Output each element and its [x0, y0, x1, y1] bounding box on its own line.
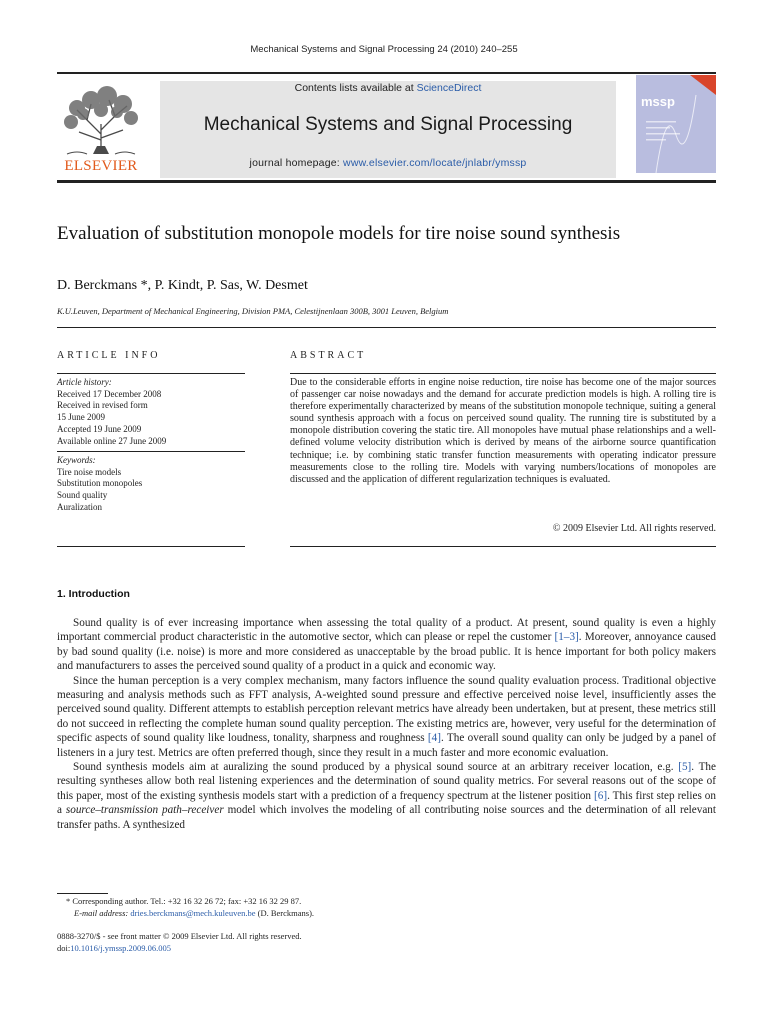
abstract-copyright: © 2009 Elsevier Ltd. All rights reserved. [552, 523, 716, 534]
keyword: Sound quality [57, 490, 108, 501]
journal-cover-thumbnail [636, 75, 716, 173]
abstract-rule-bottom [290, 546, 716, 547]
citation-link[interactable]: [5] [678, 761, 692, 774]
citation-link[interactable]: [6] [594, 789, 608, 802]
journal-homepage [160, 157, 616, 169]
homepage-link[interactable]: www.elsevier.com/locate/jnlabr/ymssp [343, 157, 527, 169]
article-info-rule-top [57, 373, 245, 374]
journal-citation: Mechanical Systems and Signal Processing 24 (2010) 240–255 [250, 44, 518, 55]
issn-line: 0888-3270/$ - see front matter © 2009 Elsevier Ltd. All rights reserved. [57, 931, 302, 941]
abstract-text: Due to the considerable efforts in engine noise reduction, tire noise has become one of the major sources of passenger car noise nowadays and the demand for accurate prediction models is high. A rolling tire is therefore experimentally characterized by means of the substitution monopole technique, suiting a general sound synthesis approach with a focus on perceived sound quality. The running tire is substituted by a monopole distribution covering the static tire. All monopoles have mutual phase relationships and a well-defined volume velocity distribution which is derived by means of the airborne source quantification technique; i.e. by combining static transfer function measurements with operating indicator pressure measurements close to the rolling tire. Models with varying numbers/locations of monopoles are discussed and the application of different regularization techniques is evaluated. [290, 377, 716, 485]
contents-prefix: Contents lists available at [294, 82, 417, 94]
keyword: Tire noise models [57, 466, 122, 477]
article-history [57, 377, 245, 447]
history-item: Received in revised form [57, 400, 148, 411]
abstract-rule-top [290, 373, 716, 374]
footnote-marker: * [66, 896, 71, 906]
keyword: Auralization [57, 501, 102, 512]
keywords-label: Keywords: [57, 455, 96, 465]
history-item: Received 17 December 2008 [57, 388, 162, 399]
history-item: Available online 27 June 2009 [57, 435, 167, 446]
affiliation: K.U.Leuven, Department of Mechanical Engineering, Division PMA, Celestijnenlaan 300B, 3001 Leuven, Belgium [57, 306, 449, 316]
abstract-heading: ABSTRACT [290, 350, 367, 361]
paragraph: Sound synthesis models aim at auralizing the sound produced by a physical sound source at an arbitrary receiver location, e.g. [5]. The resulting syntheses allow both real listening experiences and the determination of sound quality metrics. For several reasons out of the scope of this paper, most of the existing synthesis models start with a prediction of a frequency spectrum at the listener position [6]. This first step relies on a source–transmission path–receiver model which involves the modeling of all contributing noise sources and the determination of all relevant transfer paths. A synthesized [57, 761, 716, 831]
paper-title: Evaluation of substitution monopole models for tire noise sound synthesis [57, 223, 621, 244]
introduction-heading: 1. Introduction [57, 588, 130, 600]
doi-link[interactable]: 10.1016/j.ymssp.2009.06.005 [70, 942, 172, 953]
keyword: Substitution monopoles [57, 478, 143, 489]
article-info-heading: ARTICLE INFO [57, 350, 161, 361]
article-info-rule-bottom [57, 546, 245, 547]
corresponding-author: Corresponding author. Tel.: +32 16 32 26 72; fax: +32 16 32 29 87. [70, 896, 302, 906]
header-rule [57, 72, 716, 74]
paragraph: Sound quality is of ever increasing importance when assessing the total quality of a product. At present, sound quality is even a highly important commercial product characteristic in the automotive sector, which can please or repel the customer [1–3]. Moreover, annoyance caused by bad sound quality (i.e. noise) is more and more considered as unacceptable by the broad public. It is hence important for both policy makers and manufacturers to asses the perceived sound quality of a product in a quick and economic way. [57, 617, 716, 673]
history-item: 15 June 2009 [57, 412, 105, 423]
sciencedirect-link[interactable]: ScienceDirect [416, 82, 482, 94]
header-thick-rule [57, 180, 716, 183]
keywords [57, 455, 245, 514]
front-matter: 0888-3270/$ - see front matter © 2009 Elsevier Ltd. All rights reserved. doi:10.1016/j.ymssp.2009.06.005 [57, 931, 302, 953]
email-label: E-mail address: [74, 907, 131, 918]
contents-line [160, 82, 616, 94]
history-divider [57, 451, 245, 452]
homepage-prefix: journal homepage: [249, 157, 344, 169]
title-rule [57, 327, 716, 328]
introduction-body [57, 616, 716, 832]
journal-title: Mechanical Systems and Signal Processing [203, 114, 573, 135]
email-link[interactable]: dries.berckmans@mech.kuleuven.be [130, 907, 256, 918]
history-item: Accepted 19 June 2009 [57, 423, 142, 434]
footnote-rule [57, 893, 108, 894]
elsevier-wordmark: ELSEVIER [64, 158, 138, 174]
cover-title: mssp [641, 94, 675, 109]
paragraph: Since the human perception is a very complex mechanism, many factors influence the sound quality evaluation process. Traditional objective measuring and analysis methods such as FFT analysis, A-weighted sound pressure and effective perceived noise level, insufficiently asses the perceived sound quality. Different attempts to establish perception relevant metrics have already been undertaken, but at present, these metrics still do not succeed in reflecting the complete human sound quality perception. The existing metrics are, however, very useful for the determination of specific aspects of sound quality like loudness, tonality, sharpness and roughness [4]. The overall sound quality can only be judged by a panel of listeners in a jury test. Metrics are often preferred though, since they result in a much faster and more economic evaluation. [57, 674, 716, 759]
citation-link[interactable]: [4] [427, 732, 441, 745]
citation-link[interactable]: [1–3] [554, 631, 579, 644]
history-label: Article history: [57, 377, 112, 387]
footnote: * Corresponding author. Tel.: +32 16 32 26 72; fax: +32 16 32 29 87. E-mail address: dries.berckmans@mech.kuleuven.be (D. Berckmans). [66, 896, 315, 918]
authors: D. Berckmans *, P. Kindt, P. Sas, W. Desmet [57, 278, 308, 293]
